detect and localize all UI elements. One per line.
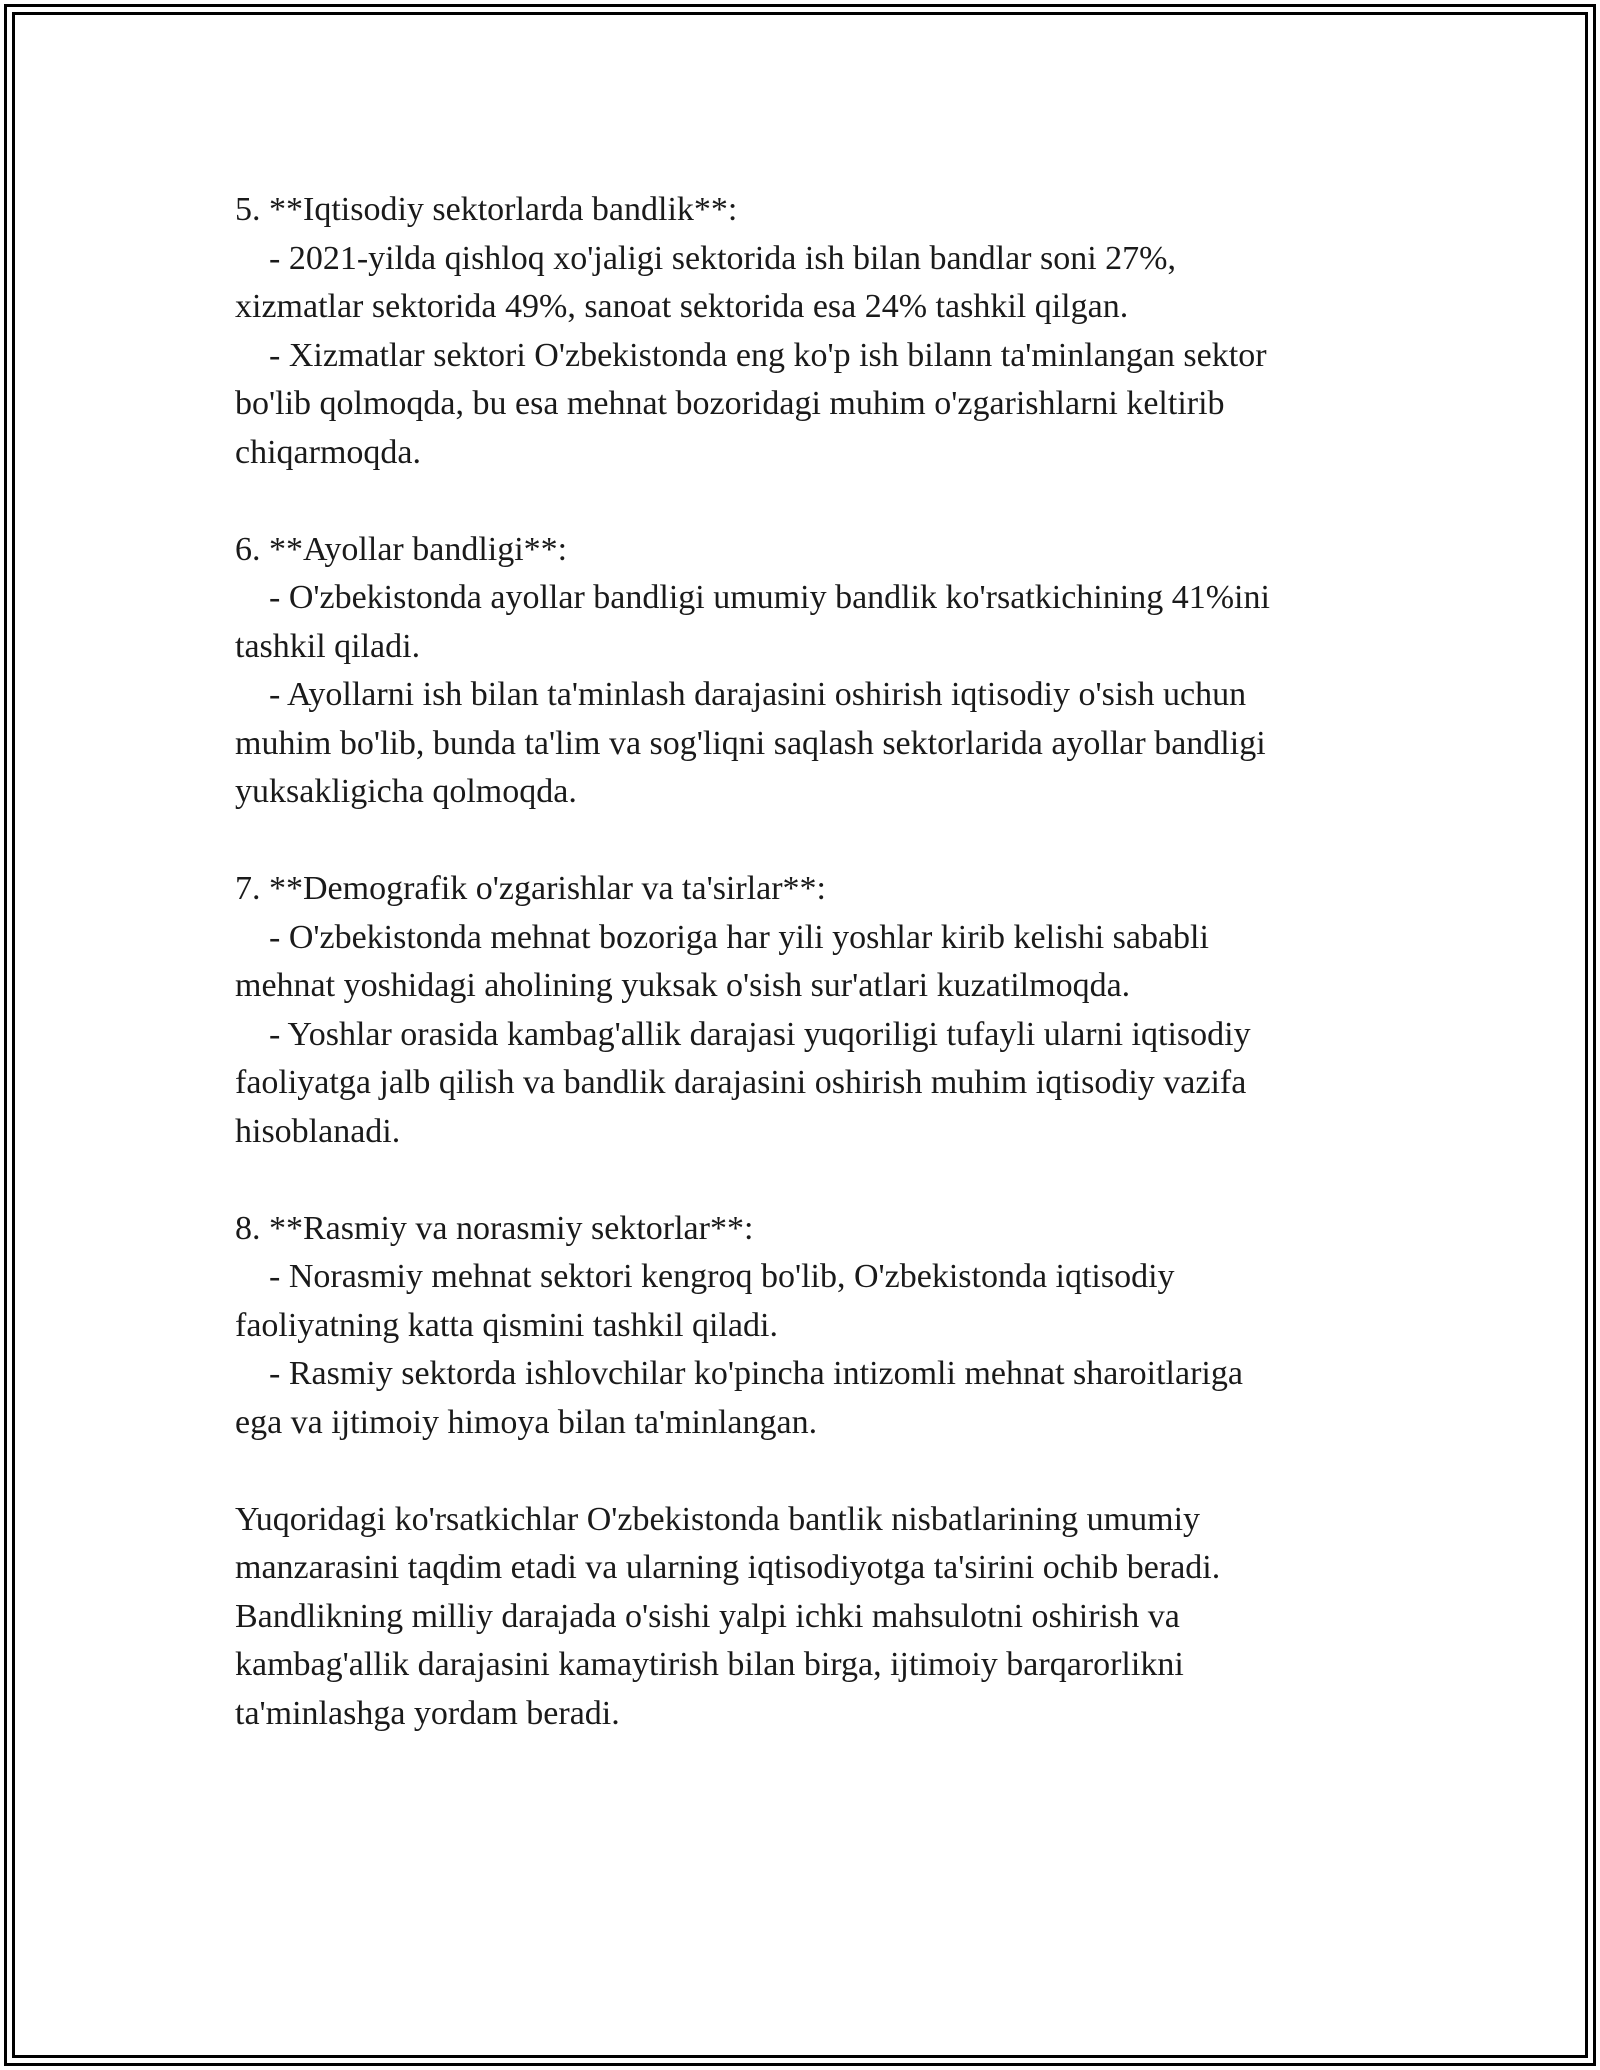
section-line: muhim bo'lib, bunda ta'lim va sog'liqni saqlash sektorlarida ayollar bandligi: [235, 724, 1266, 762]
section-6: [235, 526, 1375, 817]
conclusion-line: Yuqoridagi ko'rsatkichlar O'zbekistonda bantlik nisbatlarining umumiy: [235, 1500, 1201, 1538]
section-line: hisoblanadi.: [235, 1112, 401, 1150]
section-heading: 6. **Ayollar bandligi**:: [235, 530, 568, 568]
conclusion-line: manzarasini taqdim etadi va ularning iqtisodiyotga ta'sirini ochib beradi.: [235, 1549, 1221, 1586]
document-body: [235, 186, 1375, 1738]
section-line: ega va ijtimoiy himoya bilan ta'minlangan.: [235, 1403, 818, 1441]
paragraph-gap: [235, 817, 1375, 866]
section-8: [235, 1205, 1375, 1448]
section-5: [235, 186, 1375, 477]
section-line: - Rasmiy sektorda ishlovchilar ko'pincha intizomli mehnat sharoitlariga: [235, 1355, 1243, 1392]
conclusion-paragraph: [235, 1496, 1375, 1739]
section-line: yuksakligicha qolmoqda.: [235, 773, 577, 810]
section-line: bo'lib qolmoqda, bu esa mehnat bozoridagi muhim o'zgarishlarni keltirib: [235, 385, 1225, 422]
section-line: chiqarmoqda.: [235, 433, 421, 471]
section-heading: 8. **Rasmiy va norasmiy sektorlar**:: [235, 1209, 754, 1247]
section-line: tashkil qiladi.: [235, 627, 421, 665]
paragraph-gap: [235, 1447, 1375, 1496]
section-line: xizmatlar sektorida 49%, sanoat sektorida esa 24% tashkil qilgan.: [235, 288, 1129, 325]
paragraph-gap: [235, 477, 1375, 526]
section-7: [235, 865, 1375, 1156]
section-line: - Norasmiy mehnat sektori kengroq bo'lib, O'zbekistonda iqtisodiy: [235, 1258, 1175, 1295]
paragraph-gap: [235, 1156, 1375, 1205]
section-line: - O'zbekistonda ayollar bandligi umumiy bandlik ko'rsatkichining 41%ini: [235, 579, 1270, 616]
section-heading: 5. **Iqtisodiy sektorlarda bandlik**:: [235, 191, 738, 228]
conclusion-line: Bandlikning milliy darajada o'sishi yalpi ichki mahsulotni oshirish va: [235, 1597, 1180, 1635]
conclusion-line: ta'minlashga yordam beradi.: [235, 1694, 620, 1732]
section-line: - O'zbekistonda mehnat bozoriga har yili yoshlar kirib kelishi sababli: [235, 918, 1209, 956]
section-line: mehnat yoshidagi aholining yuksak o'sish sur'atlari kuzatilmoqda.: [235, 967, 1131, 1004]
conclusion-line: kambag'allik darajasini kamaytirish bilan birga, ijtimoiy barqarorlikni: [235, 1646, 1184, 1683]
section-line: - 2021-yilda qishloq xo'jaligi sektorida ish bilan bandlar soni 27%,: [235, 239, 1176, 277]
section-line: - Xizmatlar sektori O'zbekistonda eng ko'p ish bilann ta'minlangan sektor: [235, 336, 1267, 374]
section-line: - Ayollarni ish bilan ta'minlash darajasini oshirish iqtisodiy o'sish uchun: [235, 676, 1247, 713]
section-line: faoliyatning katta qismini tashkil qiladi.: [235, 1306, 778, 1344]
section-line: - Yoshlar orasida kambag'allik darajasi yuqoriligi tufayli ularni iqtisodiy: [235, 1015, 1251, 1053]
section-heading: 7. **Demografik o'zgarishlar va ta'sirlar**:: [235, 870, 826, 907]
section-line: faoliyatga jalb qilish va bandlik darajasini oshirish muhim iqtisodiy vazifa: [235, 1064, 1247, 1101]
